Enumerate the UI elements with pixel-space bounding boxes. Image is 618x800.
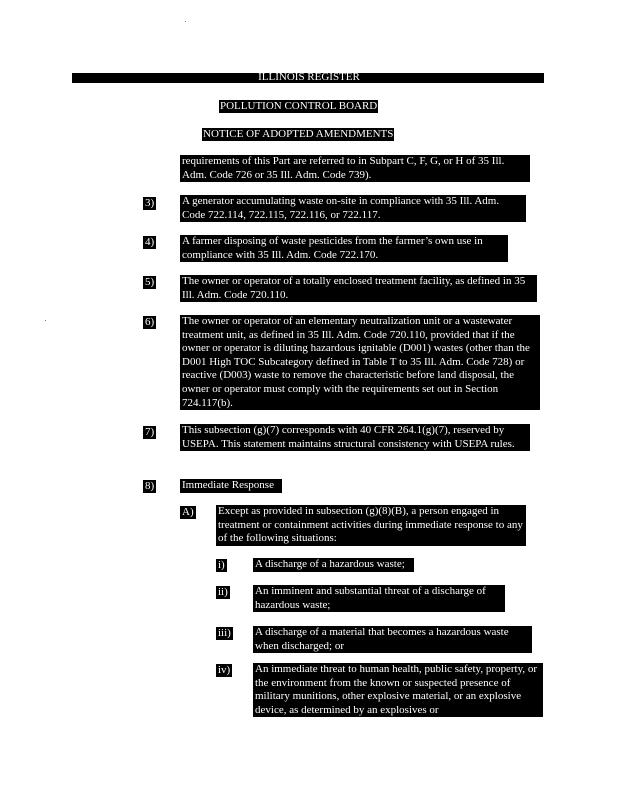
board-title: POLLUTION CONTROL BOARD xyxy=(220,100,378,112)
item-text: A generator accumulating waste on-site in compliance with 35 Ill. Adm. Code 722.114, 722.115, 722.116, or 722.117. xyxy=(180,195,526,222)
subsubitem-text: A discharge of a material that becomes a hazardous waste when discharged; or xyxy=(253,626,532,653)
item-number: 3) xyxy=(145,197,155,209)
continuation-paragraph: requirements of this Part are referred to in Subpart C, F, G, or H of 35 Ill. Adm. Code 726 or 35 Ill. Adm. Code 739). xyxy=(180,155,530,182)
subsubitem-text: An imminent and substantial threat of a discharge of hazardous waste; xyxy=(253,585,505,612)
subsubitem-number: ii) xyxy=(218,586,228,598)
subsubitem-text: A discharge of a hazardous waste; xyxy=(253,558,414,572)
item-number: 6) xyxy=(145,316,155,328)
subitem-number: A) xyxy=(182,506,194,518)
register-title: ILLINOIS REGISTER xyxy=(258,71,360,83)
scan-speck xyxy=(45,320,46,321)
item-number: 7) xyxy=(145,426,155,438)
item-text: A farmer disposing of waste pesticides from the farmer’s own use in compliance with 35 Ill. Adm. Code 722.170. xyxy=(180,235,508,262)
item-text: The owner or operator of an elementary neutralization unit or a wastewater treatment unit, as defined in 35 Ill. Adm. Code 720.110, provided that if the owner or operator is diluting hazardous ignitable (D001) wastes (other than the D001 High TOC Subcategory defined in Table T to 35 Ill. Adm. Code 728) or reactive (D003) waste to remove the characteristic before land disposal, the owner or operator must comply with the requirements set out in Section 724.117(b). xyxy=(180,315,540,410)
item-number: 5) xyxy=(145,276,155,288)
item-text: The owner or operator of a totally enclosed treatment facility, as defined in 35 Ill. Adm. Code 720.110. xyxy=(180,275,537,302)
item-number: 8) xyxy=(145,480,155,492)
subsubitem-number: iv) xyxy=(218,664,231,676)
scan-speck xyxy=(185,21,186,22)
notice-title: NOTICE OF ADOPTED AMENDMENTS xyxy=(203,128,394,140)
subsubitem-number: iii) xyxy=(218,627,231,639)
subsubitem-number: i) xyxy=(218,559,225,571)
subsubitem-text: An immediate threat to human health, public safety, property, or the environment from the known or suspected presence of military munitions, other explosive material, or an explosive device, as determined by an explosives or xyxy=(253,663,543,717)
item-number: 4) xyxy=(145,236,155,248)
subitem-text: Except as provided in subsection (g)(8)(B), a person engaged in treatment or containment activities during immediate response to any of the following situations: xyxy=(216,505,526,546)
item-text: This subsection (g)(7) corresponds with 40 CFR 264.1(g)(7), reserved by USEPA. This statement maintains structural consistency with USEPA rules. xyxy=(180,424,530,451)
item-heading: Immediate Response xyxy=(180,479,282,493)
